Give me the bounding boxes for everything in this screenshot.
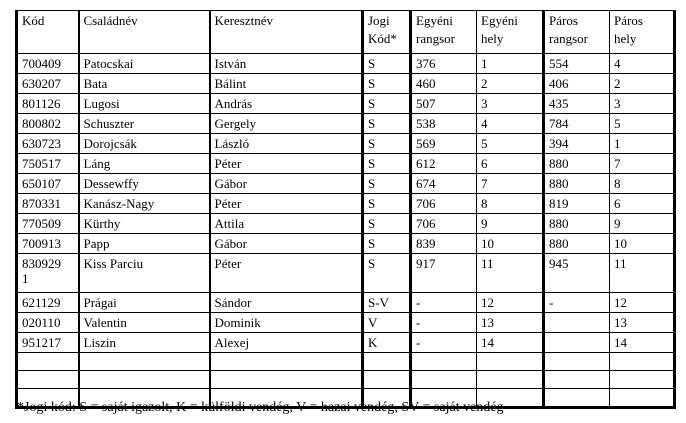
cell-individual-rank-value: 839 bbox=[416, 236, 436, 251]
cell-legal-code bbox=[363, 254, 411, 293]
cell-individual-place-value: 8 bbox=[481, 196, 488, 211]
table-header-row bbox=[17, 11, 675, 54]
cell-individual-place-value: 10 bbox=[481, 236, 494, 251]
cell-code bbox=[17, 114, 79, 134]
cell-pair-rank bbox=[544, 54, 610, 74]
cell-legal-code-value: S bbox=[368, 196, 376, 211]
cell-individual-place bbox=[477, 154, 544, 174]
cell-pair-place bbox=[610, 74, 675, 94]
table-row bbox=[17, 333, 675, 353]
cell-individual-rank bbox=[411, 254, 477, 293]
cell-code-value: 621129 bbox=[22, 295, 61, 310]
cell-individual-rank bbox=[411, 313, 477, 333]
cell-code-value: 650107 bbox=[22, 176, 61, 191]
cell-individual-place-value: 2 bbox=[481, 76, 488, 91]
cell-individual-rank-value: 917 bbox=[416, 256, 436, 271]
cell-individual-place-value: 12 bbox=[481, 295, 494, 310]
cell-family-name-value: Liszin bbox=[83, 335, 116, 350]
cell-code-value: 951217 bbox=[22, 335, 61, 350]
cell-code bbox=[17, 134, 79, 154]
cell-family-name bbox=[79, 114, 210, 134]
cell-family-name-value: Schuszter bbox=[83, 116, 135, 131]
header-pair-place bbox=[610, 11, 675, 54]
cell-legal-code bbox=[363, 54, 411, 74]
cell-code bbox=[17, 254, 79, 293]
cell-individual-rank-value: 569 bbox=[416, 136, 436, 151]
cell-family-name bbox=[79, 353, 210, 371]
cell-pair-place bbox=[610, 54, 675, 74]
cell-legal-code-value: S bbox=[368, 136, 376, 151]
header-legal-code-label: Jogi Kód* bbox=[368, 13, 397, 46]
cell-legal-code-value: K bbox=[368, 335, 378, 350]
cell-pair-rank bbox=[544, 293, 610, 313]
cell-pair-place-value: 10 bbox=[614, 236, 627, 251]
cell-individual-place bbox=[477, 54, 544, 74]
cell-individual-rank bbox=[411, 234, 477, 254]
cell-given-name bbox=[210, 234, 363, 254]
cell-legal-code-value: S bbox=[368, 156, 376, 171]
cell-individual-place-value: 9 bbox=[481, 216, 488, 231]
cell-pair-place bbox=[610, 389, 675, 408]
header-code bbox=[17, 11, 79, 54]
cell-given-name bbox=[210, 194, 363, 214]
cell-given-name bbox=[210, 214, 363, 234]
cell-pair-place bbox=[610, 333, 675, 353]
cell-pair-place bbox=[610, 353, 675, 371]
cell-pair-rank bbox=[544, 234, 610, 254]
cell-pair-place-value: 7 bbox=[614, 156, 621, 171]
cell-given-name-value: Péter bbox=[214, 156, 242, 171]
cell-individual-rank-value: 706 bbox=[416, 196, 436, 211]
header-given-name-label: Keresztnév bbox=[214, 13, 273, 28]
header-family-name-label: Családnév bbox=[83, 13, 138, 28]
cell-given-name-value: Péter bbox=[214, 256, 242, 271]
cell-pair-place-value: 2 bbox=[614, 76, 621, 91]
cell-individual-place-value: 6 bbox=[481, 156, 488, 171]
cell-pair-rank-value: 880 bbox=[549, 156, 569, 171]
cell-pair-place-value: 8 bbox=[614, 176, 621, 191]
cell-pair-rank bbox=[544, 371, 610, 389]
table-row bbox=[17, 114, 675, 134]
header-pair-place-label: Páros hely bbox=[614, 13, 643, 46]
cell-family-name-value: Kanász-Nagy bbox=[83, 196, 155, 211]
cell-family-name bbox=[79, 134, 210, 154]
cell-code bbox=[17, 174, 79, 194]
cell-family-name bbox=[79, 194, 210, 214]
cell-family-name bbox=[79, 54, 210, 74]
table-empty-row bbox=[17, 371, 675, 389]
cell-given-name bbox=[210, 94, 363, 114]
cell-individual-rank-value: 460 bbox=[416, 76, 436, 91]
cell-family-name-value: Bata bbox=[83, 76, 108, 91]
cell-code-value: 870331 bbox=[22, 196, 61, 211]
cell-individual-place-value: 14 bbox=[481, 335, 494, 350]
cell-individual-rank-value: 674 bbox=[416, 176, 436, 191]
cell-given-name bbox=[210, 174, 363, 194]
cell-family-name-value: Lugosi bbox=[83, 96, 120, 111]
table-row bbox=[17, 94, 675, 114]
cell-individual-rank bbox=[411, 114, 477, 134]
cell-family-name bbox=[79, 313, 210, 333]
header-individual-place-label: Egyéni hely bbox=[481, 13, 518, 46]
cell-pair-rank-value: 554 bbox=[549, 56, 569, 71]
cell-code bbox=[17, 54, 79, 74]
cell-legal-code bbox=[363, 134, 411, 154]
cell-individual-place bbox=[477, 134, 544, 154]
header-pair-rank bbox=[544, 11, 610, 54]
header-individual-place bbox=[477, 11, 544, 54]
cell-legal-code-value: S-V bbox=[368, 295, 389, 310]
cell-pair-rank-value: 784 bbox=[549, 116, 569, 131]
table-row bbox=[17, 254, 675, 293]
cell-legal-code bbox=[363, 234, 411, 254]
cell-individual-rank bbox=[411, 54, 477, 74]
cell-pair-rank-value: - bbox=[549, 295, 554, 310]
cell-individual-place bbox=[477, 214, 544, 234]
cell-family-name bbox=[79, 94, 210, 114]
cell-individual-rank-value: 538 bbox=[416, 116, 436, 131]
cell-given-name bbox=[210, 254, 363, 293]
cell-code-value: 800802 bbox=[22, 116, 61, 131]
cell-family-name-value: Papp bbox=[83, 236, 110, 251]
cell-pair-place-value: 13 bbox=[614, 315, 627, 330]
cell-pair-place bbox=[610, 114, 675, 134]
cell-code bbox=[17, 74, 79, 94]
cell-family-name-value: Dorojcsák bbox=[83, 136, 137, 151]
cell-pair-place-value: 9 bbox=[614, 216, 621, 231]
cell-pair-rank-value: 435 bbox=[549, 96, 569, 111]
cell-pair-place bbox=[610, 371, 675, 389]
cell-legal-code-value: S bbox=[368, 56, 376, 71]
cell-individual-rank-value: - bbox=[416, 295, 421, 310]
cell-family-name-value: Patocskai bbox=[83, 56, 134, 71]
cell-legal-code bbox=[363, 353, 411, 371]
cell-legal-code bbox=[363, 194, 411, 214]
cell-legal-code bbox=[363, 114, 411, 134]
cell-individual-rank-value: 376 bbox=[416, 56, 436, 71]
cell-individual-rank-value: 612 bbox=[416, 156, 436, 171]
cell-pair-place bbox=[610, 293, 675, 313]
cell-given-name-value: László bbox=[214, 136, 250, 151]
cell-given-name bbox=[210, 313, 363, 333]
cell-family-name bbox=[79, 371, 210, 389]
cell-legal-code-value: S bbox=[368, 116, 376, 131]
cell-pair-rank-value: 880 bbox=[549, 216, 569, 231]
cell-given-name bbox=[210, 134, 363, 154]
cell-given-name bbox=[210, 54, 363, 74]
cell-pair-place-value: 14 bbox=[614, 335, 627, 350]
cell-pair-place bbox=[610, 214, 675, 234]
cell-code bbox=[17, 214, 79, 234]
cell-individual-rank bbox=[411, 214, 477, 234]
cell-code-value: 700913 bbox=[22, 236, 61, 251]
cell-pair-rank bbox=[544, 114, 610, 134]
cell-individual-place-value: 11 bbox=[481, 256, 494, 271]
cell-pair-place-value: 6 bbox=[614, 196, 621, 211]
cell-given-name-value: Alexej bbox=[214, 335, 250, 350]
cell-family-name-value: Kiss Parciu bbox=[83, 256, 144, 271]
cell-individual-rank-value: - bbox=[416, 335, 421, 350]
cell-individual-place bbox=[477, 353, 544, 371]
cell-pair-place bbox=[610, 134, 675, 154]
cell-family-name bbox=[79, 234, 210, 254]
table-row bbox=[17, 54, 675, 74]
cell-family-name-value: Láng bbox=[83, 156, 111, 171]
cell-given-name-value: Gábor bbox=[214, 236, 247, 251]
cell-given-name-value: András bbox=[214, 96, 253, 111]
cell-pair-place bbox=[610, 174, 675, 194]
cell-given-name bbox=[210, 371, 363, 389]
cell-legal-code bbox=[363, 371, 411, 389]
cell-pair-rank-value: 394 bbox=[549, 136, 569, 151]
cell-individual-rank bbox=[411, 353, 477, 371]
cell-legal-code-value: S bbox=[368, 256, 376, 271]
table-row bbox=[17, 134, 675, 154]
cell-code bbox=[17, 94, 79, 114]
cell-family-name-value: Valentin bbox=[83, 315, 127, 330]
cell-pair-place-value: 5 bbox=[614, 116, 621, 131]
cell-code-value: 700409 bbox=[22, 56, 61, 71]
cell-pair-rank bbox=[544, 94, 610, 114]
cell-code bbox=[17, 234, 79, 254]
cell-pair-rank bbox=[544, 194, 610, 214]
cell-family-name bbox=[79, 174, 210, 194]
cell-pair-place bbox=[610, 313, 675, 333]
cell-individual-place bbox=[477, 94, 544, 114]
cell-code bbox=[17, 313, 79, 333]
cell-code-value: 630723 bbox=[22, 136, 61, 151]
cell-legal-code-value: S bbox=[368, 176, 376, 191]
cell-family-name bbox=[79, 74, 210, 94]
cell-pair-rank-value: 819 bbox=[549, 196, 569, 211]
cell-family-name bbox=[79, 333, 210, 353]
cell-legal-code-value: S bbox=[368, 96, 376, 111]
cell-pair-rank bbox=[544, 353, 610, 371]
cell-individual-rank bbox=[411, 333, 477, 353]
header-legal-code bbox=[363, 11, 411, 54]
cell-individual-rank bbox=[411, 174, 477, 194]
cell-code-value: 830929 1 bbox=[22, 256, 61, 286]
cell-pair-place-value: 1 bbox=[614, 136, 621, 151]
cell-pair-place-value: 3 bbox=[614, 96, 621, 111]
cell-pair-place bbox=[610, 154, 675, 174]
cell-given-name bbox=[210, 333, 363, 353]
cell-pair-rank bbox=[544, 333, 610, 353]
cell-individual-rank-value: 706 bbox=[416, 216, 436, 231]
cell-individual-place bbox=[477, 74, 544, 94]
cell-code bbox=[17, 333, 79, 353]
cell-individual-place-value: 4 bbox=[481, 116, 488, 131]
cell-legal-code-value: V bbox=[368, 315, 378, 330]
cell-individual-place-value: 1 bbox=[481, 56, 488, 71]
cell-individual-rank bbox=[411, 94, 477, 114]
cell-family-name bbox=[79, 214, 210, 234]
cell-legal-code bbox=[363, 214, 411, 234]
cell-family-name bbox=[79, 154, 210, 174]
cell-individual-place bbox=[477, 313, 544, 333]
cell-family-name-value: Prágai bbox=[83, 295, 117, 310]
cell-given-name-value: Attila bbox=[214, 216, 245, 231]
cell-individual-place bbox=[477, 234, 544, 254]
cell-family-name-value: Kürthy bbox=[83, 216, 121, 231]
cell-family-name bbox=[79, 293, 210, 313]
cell-legal-code bbox=[363, 293, 411, 313]
cell-pair-place bbox=[610, 254, 675, 293]
cell-legal-code bbox=[363, 74, 411, 94]
cell-pair-place bbox=[610, 194, 675, 214]
cell-given-name-value: Gergely bbox=[214, 116, 257, 131]
cell-legal-code bbox=[363, 333, 411, 353]
cell-individual-rank-value: 507 bbox=[416, 96, 436, 111]
cell-given-name-value: Péter bbox=[214, 196, 242, 211]
cell-individual-rank bbox=[411, 293, 477, 313]
cell-pair-rank-value: 880 bbox=[549, 176, 569, 191]
cell-code bbox=[17, 194, 79, 214]
cell-pair-rank bbox=[544, 174, 610, 194]
cell-pair-place bbox=[610, 234, 675, 254]
cell-pair-rank bbox=[544, 154, 610, 174]
cell-given-name bbox=[210, 154, 363, 174]
cell-pair-place-value: 11 bbox=[614, 256, 627, 271]
header-individual-rank bbox=[411, 11, 477, 54]
cell-given-name bbox=[210, 353, 363, 371]
cell-pair-place bbox=[610, 94, 675, 114]
cell-pair-place-value: 12 bbox=[614, 295, 627, 310]
table-row bbox=[17, 154, 675, 174]
cell-code bbox=[17, 293, 79, 313]
header-given-name bbox=[210, 11, 363, 54]
header-family-name bbox=[79, 11, 210, 54]
cell-family-name bbox=[79, 254, 210, 293]
cell-given-name-value: Sándor bbox=[214, 295, 252, 310]
cell-code bbox=[17, 353, 79, 371]
cell-individual-rank bbox=[411, 74, 477, 94]
cell-individual-place-value: 7 bbox=[481, 176, 488, 191]
table-row bbox=[17, 234, 675, 254]
cell-individual-place bbox=[477, 174, 544, 194]
cell-legal-code-value: S bbox=[368, 236, 376, 251]
cell-individual-place-value: 5 bbox=[481, 136, 488, 151]
cell-individual-place bbox=[477, 371, 544, 389]
table-empty-row bbox=[17, 353, 675, 371]
cell-code-value: 750517 bbox=[22, 156, 61, 171]
cell-individual-rank bbox=[411, 134, 477, 154]
cell-legal-code bbox=[363, 174, 411, 194]
cell-individual-rank-value: - bbox=[416, 315, 421, 330]
table-row bbox=[17, 293, 675, 313]
cell-individual-place bbox=[477, 194, 544, 214]
cell-individual-place bbox=[477, 254, 544, 293]
cell-individual-rank bbox=[411, 371, 477, 389]
cell-code-value: 801126 bbox=[22, 96, 61, 111]
header-individual-rank-label: Egyéni rangsor bbox=[416, 13, 455, 46]
cell-code bbox=[17, 371, 79, 389]
cell-given-name-value: István bbox=[214, 56, 247, 71]
table-row bbox=[17, 313, 675, 333]
table-row bbox=[17, 214, 675, 234]
cell-legal-code-value: S bbox=[368, 216, 376, 231]
cell-pair-rank-value: 880 bbox=[549, 236, 569, 251]
cell-individual-rank bbox=[411, 154, 477, 174]
cell-individual-rank bbox=[411, 194, 477, 214]
cell-code bbox=[17, 154, 79, 174]
cell-pair-rank bbox=[544, 134, 610, 154]
cell-pair-rank bbox=[544, 313, 610, 333]
cell-given-name bbox=[210, 114, 363, 134]
cell-pair-rank bbox=[544, 74, 610, 94]
cell-legal-code-value: S bbox=[368, 76, 376, 91]
cell-pair-rank bbox=[544, 254, 610, 293]
cell-individual-place bbox=[477, 114, 544, 134]
cell-given-name-value: Bálint bbox=[214, 76, 247, 91]
ranking-table bbox=[15, 10, 676, 409]
cell-pair-rank bbox=[544, 214, 610, 234]
cell-individual-place-value: 13 bbox=[481, 315, 494, 330]
cell-pair-rank-value: 406 bbox=[549, 76, 569, 91]
cell-given-name bbox=[210, 74, 363, 94]
cell-legal-code bbox=[363, 313, 411, 333]
cell-code-value: 630207 bbox=[22, 76, 61, 91]
cell-family-name-value: Dessewffy bbox=[83, 176, 139, 191]
cell-given-name-value: Gábor bbox=[214, 176, 247, 191]
cell-legal-code bbox=[363, 94, 411, 114]
cell-legal-code bbox=[363, 154, 411, 174]
cell-pair-rank bbox=[544, 389, 610, 408]
cell-given-name-value: Dominik bbox=[214, 315, 261, 330]
legal-code-footnote: *Jogi kód: S = saját igazolt, K = külföldi vendég, V = hazai vendég, SV = saját vendég bbox=[17, 400, 504, 415]
cell-individual-place bbox=[477, 293, 544, 313]
table-row bbox=[17, 174, 675, 194]
cell-individual-place bbox=[477, 333, 544, 353]
header-code-label: Kód bbox=[22, 13, 45, 28]
cell-pair-rank-value: 945 bbox=[549, 256, 569, 271]
cell-given-name bbox=[210, 293, 363, 313]
header-pair-rank-label: Páros rangsor bbox=[549, 13, 588, 46]
table-row bbox=[17, 194, 675, 214]
cell-pair-place-value: 4 bbox=[614, 56, 621, 71]
cell-individual-place-value: 3 bbox=[481, 96, 488, 111]
cell-code-value: 770509 bbox=[22, 216, 61, 231]
cell-code-value: 020110 bbox=[22, 315, 61, 330]
table-row bbox=[17, 74, 675, 94]
